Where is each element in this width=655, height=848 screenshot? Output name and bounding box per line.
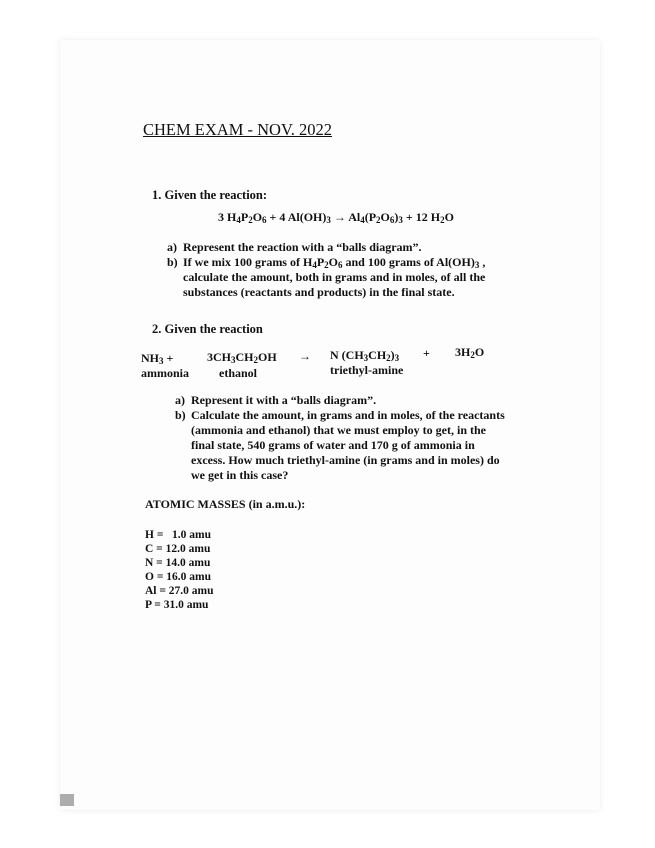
mass-item-al: Al = 27.0 amu bbox=[145, 585, 214, 597]
q2-reactant2-name: ethanol bbox=[219, 366, 258, 380]
q1-heading: 1. Given the reaction: bbox=[152, 188, 268, 202]
q1-b-line1: If we mix 100 grams of $H_4P_2O_6$ and 100 grams of $Al(OH)_3$ , bbox=[183, 255, 486, 270]
q2-b-line5: we get in this case? bbox=[191, 468, 289, 482]
q1-b-line2: calculate the amount, both in grams and in moles, of all the bbox=[183, 270, 486, 284]
q1-part-a bbox=[167, 240, 497, 255]
q1-a-text: Represent the reaction with a “balls diagram”. bbox=[183, 240, 422, 254]
q2-product1: N $(CH_3CH_2)_3$ bbox=[330, 348, 400, 363]
q2-part-a bbox=[175, 393, 505, 408]
q2-arrow: → bbox=[299, 349, 311, 363]
q2-a-label: a) bbox=[175, 393, 185, 407]
q2-heading: 2. Given the reaction bbox=[152, 322, 263, 336]
q1-equation: 3 $H_4P_2O_6 + 4$ $Al(OH)_3 \to Al_4(P_2O_6)_3 + 12$ $H_2O$ bbox=[218, 210, 454, 225]
scan-corner-mark bbox=[60, 794, 74, 806]
q2-plus: + bbox=[423, 346, 430, 360]
mass-item-c: C = 12.0 amu bbox=[145, 543, 211, 555]
q2-b-line4: excess. How much triethyl-amine (in grams and in moles) do bbox=[191, 453, 500, 467]
q2-part-b bbox=[175, 408, 520, 483]
q2-b-line1: Calculate the amount, in grams and in moles, of the reactants bbox=[191, 408, 505, 422]
atomic-masses-heading: ATOMIC MASSES (in a.m.u.): bbox=[145, 497, 306, 511]
q1-a-label: a) bbox=[167, 240, 177, 254]
atomic-masses-list bbox=[145, 528, 214, 612]
q2-reactant1-name: ammonia bbox=[141, 366, 189, 380]
q1-part-b bbox=[167, 255, 507, 300]
mass-item-n: N = 14.0 amu bbox=[145, 557, 211, 569]
q2-b-line2: (ammonia and ethanol) that we must employ to get, in the bbox=[191, 423, 486, 437]
q2-reactant2: $3CH_3CH_2OH$ bbox=[207, 350, 277, 365]
q2-b-label: b) bbox=[175, 408, 186, 422]
mass-item-o: O = 16.0 amu bbox=[145, 571, 211, 583]
q2-reactant1: $NH_3$ + bbox=[141, 351, 174, 366]
q2-b-line3: final state, 540 grams of water and 170 g of ammonia in bbox=[191, 438, 475, 452]
q1-b-line3: substances (reactants and products) in the final state. bbox=[183, 285, 455, 299]
mass-item-h: H = 1.0 amu bbox=[145, 529, 211, 541]
q2-product2: $3H_2O$ bbox=[455, 345, 485, 360]
exam-title: CHEM EXAM - NOV. 2022 bbox=[143, 120, 332, 139]
q2-product1-name: triethyl-amine bbox=[330, 363, 404, 377]
mass-item-p: P = 31.0 amu bbox=[145, 599, 209, 611]
q2-a-text: Represent it with a “balls diagram”. bbox=[191, 393, 377, 407]
q1-b-label: b) bbox=[167, 255, 178, 269]
